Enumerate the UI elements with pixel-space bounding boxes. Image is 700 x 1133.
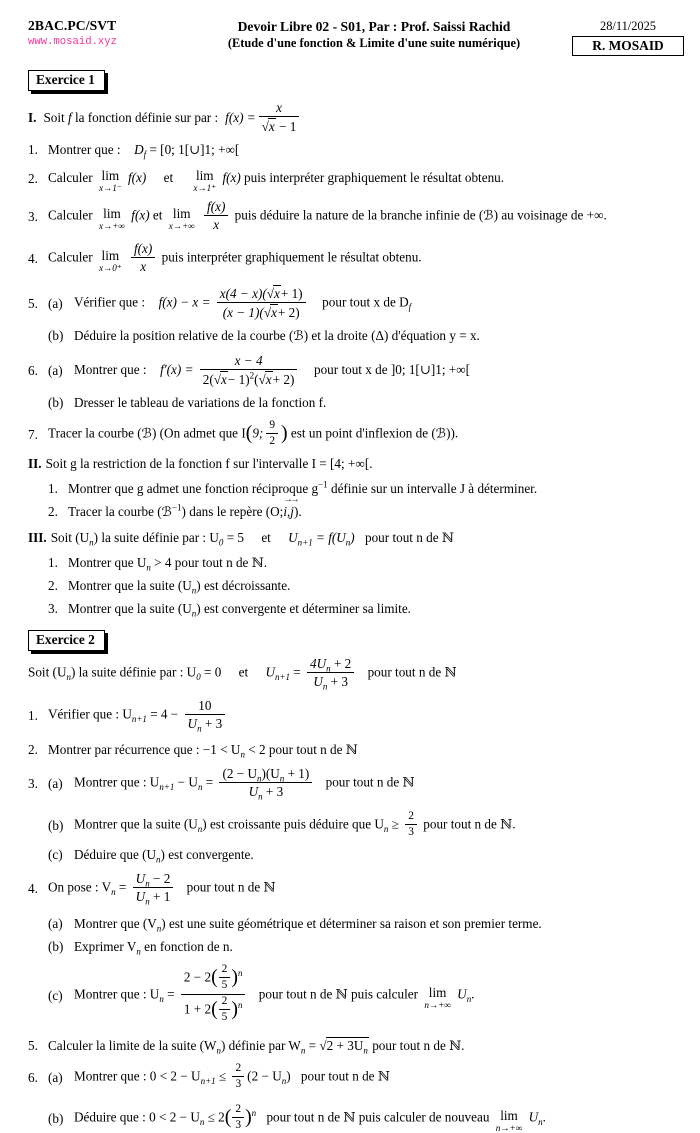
header-left bbox=[28, 18, 176, 50]
left-paren: ( bbox=[245, 422, 253, 445]
item-text: Exprimer $V_n$ en fonction de n. bbox=[74, 939, 233, 957]
part-3-intro bbox=[28, 530, 682, 546]
ratio-fraction: $\frac{f(x)}{x}$ bbox=[131, 241, 155, 274]
item-text: Tracer la courbe (ℬ$^{-1}$) dans le repère (O;i →,j →). bbox=[68, 504, 682, 520]
class-label: 2BAC.PC/SVT bbox=[28, 18, 117, 33]
intro-text: Soit $(U_n)$ la suite définie par : $U_0 = 0$ et $U_{n+1}$ = $\frac{4U_n + 2}{U_n + 3}$ pour tout n de ℕ bbox=[28, 655, 457, 692]
document-header bbox=[0, 0, 700, 56]
item-number: 1. bbox=[48, 555, 58, 570]
un-explicit-fraction bbox=[181, 964, 246, 1025]
fraction-numerator: $(2 - U_n)(U_n + 1)$ bbox=[219, 766, 312, 783]
part-1-item-6a bbox=[28, 354, 682, 388]
fx-fraction bbox=[259, 100, 300, 134]
part-1-item-4 bbox=[28, 242, 682, 275]
limit-operator: lim x→1⁻ bbox=[98, 168, 122, 194]
subitem-label: (c) bbox=[48, 847, 63, 862]
part-2-intro-text: Soit g la restriction de la fonction f sur l'intervalle I = [4; +∞[. bbox=[45, 456, 373, 471]
bound-fraction: $\frac{2}{3}$ bbox=[405, 810, 417, 839]
item-number: 6. bbox=[28, 363, 38, 378]
item-text: Calculer lim x→0⁺ $\frac{f(x)}{x}$ puis interpréter graphiquement le résultat obtenu. bbox=[48, 240, 422, 274]
subitem-label: (a) bbox=[48, 775, 63, 791]
item-text: Montrer que $(V_n)$ est une suite géométrique et déterminer sa raison et son premier terme. bbox=[74, 916, 542, 934]
item-number: 2. bbox=[28, 742, 38, 757]
subitem-label: (a) bbox=[48, 295, 63, 311]
item-text: Montrer que la suite $(U_n)$ est convergente et déterminer sa limite. bbox=[68, 601, 411, 619]
item-number: 5. bbox=[28, 1038, 38, 1053]
document-date: 28/11/2025 bbox=[600, 19, 656, 33]
sqrt-icon: √x bbox=[261, 118, 275, 134]
item-number: 1. bbox=[28, 707, 38, 723]
part-1-intro bbox=[28, 101, 682, 135]
limit-operator: lim n→+∞ bbox=[424, 984, 451, 1010]
part-2-intro bbox=[28, 456, 682, 472]
item-number: 6. bbox=[28, 1069, 38, 1085]
part-3-intro-text: Soit $(U_n)$ la suite définie par : $U_0 = 5$ et $U_{n+1} = f(U_n)$ pour tout n de ℕ bbox=[50, 530, 454, 548]
part-1-item-5b bbox=[28, 328, 682, 344]
part-1-item-3 bbox=[28, 200, 682, 233]
document-title: Devoir Libre 02 - S01, Par : Prof. Saissi Rachid bbox=[237, 19, 511, 34]
exercise-2-box-label: Exercice 2 bbox=[28, 630, 105, 651]
subitem-label: (a) bbox=[48, 1069, 63, 1085]
exercise-2-item-2 bbox=[28, 742, 682, 758]
exercise-2-heading bbox=[0, 630, 700, 651]
ratio-fraction: $\frac{f(x)}{x}$ bbox=[204, 199, 228, 232]
derivative-fraction bbox=[200, 353, 298, 387]
exercise-2-item-4a bbox=[28, 916, 682, 932]
item-number: 1. bbox=[28, 142, 38, 157]
item-number: 2. bbox=[48, 578, 58, 593]
item-number: 1. bbox=[48, 481, 58, 496]
item-number: 3. bbox=[28, 775, 38, 791]
item-text: Montrer que la suite $(U_n)$ est décroissante. bbox=[68, 578, 291, 596]
item-text: Montrer que : f′(x) = $\frac{x - 4}{2(√x- 1)^2(√x+ 2)}$ pour tout x de ]0; 1[∪]1; +∞[ bbox=[74, 352, 471, 387]
item-text: Vérifier que : f(x) − x = $\frac{x(4 - x)(√x+ 1)}{(x - 1)(√x+ 2)}$ pour tout x de $D_f$ bbox=[74, 285, 412, 320]
item-text: Montrer que : $D_f = [0$; 1[∪]1; +∞[ bbox=[48, 142, 240, 160]
item-text: Montrer que : $0 < 2 - U_{n+1}$ ≤ $\frac{2}{3}$ $(2 - U_n)$ pour tout n de ℕ bbox=[74, 1061, 390, 1090]
ratio-fraction: $\frac{2}{3}$ bbox=[232, 1062, 244, 1091]
item-number: 7. bbox=[28, 426, 38, 442]
item-text: Montrer par récurrence que : $-1 < U_n < 2$ pour tout n de ℕ bbox=[48, 742, 358, 760]
vn-fraction bbox=[133, 870, 174, 907]
part-1-item-2 bbox=[28, 167, 682, 194]
item-text: Déduire que : $0 < 2 - U_n \le 2$( $\frac{2}{3}$ )$^n$ pour tout n de ℕ puis calculer de nouveau lim n→+∞ $U_n$. bbox=[74, 1102, 546, 1133]
sqrt-icon: √x bbox=[266, 285, 280, 301]
item-text: On pose : $V_n$ = $\frac{U_n - 2}{U_n + 1}$ pour tout n de ℕ bbox=[48, 870, 276, 907]
exercise-2-item-5 bbox=[28, 1037, 682, 1054]
limit-operator: lim x→+∞ bbox=[168, 205, 195, 231]
sqrt-icon: √x bbox=[258, 371, 272, 387]
item-text: Tracer la courbe (ℬ) (On admet que I(9; $\frac{9}{2}$ ) est un point d'inflexion de (ℬ)). bbox=[48, 418, 459, 447]
verify-fraction: $\frac{10}{U_n + 3}$ bbox=[185, 698, 226, 731]
item-text: Montrer que la suite $(U_n)$ est croissante puis déduire que $U_n$ ≥ $\frac{2}{3}$ pour tout n de ℕ. bbox=[74, 809, 516, 838]
item-text: Montrer que g admet une fonction réciproque $g^{-1}$ définie sur un intervalle J à déterminer. bbox=[68, 479, 538, 496]
part-1-roman: I. bbox=[28, 110, 37, 125]
exercise-1-content bbox=[0, 101, 700, 617]
document-subtitle: (Etude d'une fonction & Limite d'une suite numérique) bbox=[227, 36, 521, 50]
subitem-label: (b) bbox=[48, 395, 64, 410]
part-1-item-6b bbox=[28, 395, 682, 411]
exercise-2-item-1 bbox=[28, 699, 682, 732]
subitem-label: (b) bbox=[48, 1110, 64, 1126]
part-3-item-1 bbox=[28, 555, 682, 571]
item-number: 3. bbox=[28, 208, 38, 224]
fx-numerator: x bbox=[259, 100, 300, 117]
difference-fraction bbox=[219, 765, 312, 802]
fraction-numerator: x − 4 bbox=[200, 353, 298, 370]
part-2-item-2 bbox=[28, 504, 682, 520]
item-number: 2. bbox=[48, 504, 58, 519]
sqrt-icon: $√2 + 3U_n$ bbox=[319, 1038, 368, 1056]
exercise-2-item-6b bbox=[28, 1104, 682, 1133]
part-1-intro-rest: la fonction définie sur par : bbox=[74, 110, 219, 125]
subitem-label: (b) bbox=[48, 939, 64, 954]
item-text: Calculer lim x→+∞ f(x) et lim x→+∞ $\frac{f(x)}{x}$ puis déduire la nature de la branche infinie de (ℬ) au voisinage de +∞. bbox=[48, 198, 607, 232]
exercise-2-item-4c bbox=[28, 962, 682, 1026]
limit-operator: lim x→0⁺ bbox=[98, 247, 122, 273]
exercise-2-intro bbox=[28, 657, 682, 690]
item-number: 4. bbox=[28, 250, 38, 266]
author-badge: R. MOSAID bbox=[572, 36, 684, 56]
item-text: Montrer que $U_n > 4$ pour tout n de ℕ. bbox=[68, 555, 268, 573]
fraction-denominator: 1 + 2( $\frac{2}{5}$ )$^n$ bbox=[183, 994, 243, 1023]
part-1-item-5a bbox=[28, 286, 682, 321]
fraction-denominator: (x − 1)(√x+ 2) bbox=[222, 304, 300, 320]
part-3-item-3 bbox=[28, 601, 682, 617]
item-text: Montrer que : $U_{n+1} - U_n$ = $\frac{(2 - U_n)(U_n + 1)}{U_n + 3}$ pour tout n de ℕ bbox=[74, 765, 415, 802]
item-text: Calculer la limite de la suite $(W_n)$ définie par $W_n = √2 + 3U_n$ pour tout n de ℕ. bbox=[48, 1038, 465, 1056]
limit-operator: lim n→+∞ bbox=[495, 1107, 523, 1133]
website-url[interactable]: www.mosaid.xyz bbox=[28, 36, 118, 48]
item-text: Montrer que : $U_n$ = 2 − 2( $\frac{2}{5}$ )$^n$ 1 + 2( $\frac{2}{5}$ )$^n$ pour tout n de ℕ puis calculer lim n→+∞ $U_n$. bbox=[74, 965, 682, 1026]
fraction-denominator: $U_n + 3$ bbox=[187, 715, 223, 734]
item-text: Calculer lim x→1⁻ f(x) et lim x→1⁺ f(x) puis interpréter graphiquement le résultat obtenu. bbox=[48, 168, 505, 194]
item-number: 3. bbox=[48, 601, 58, 616]
limit-operator: lim x→+∞ bbox=[98, 205, 125, 231]
sqrt-icon: √x bbox=[213, 371, 227, 387]
vector-i-icon: i → bbox=[283, 504, 287, 520]
exercise-2-item-4 bbox=[28, 872, 682, 905]
exercise-1-heading bbox=[0, 70, 700, 91]
right-paren: ) bbox=[281, 422, 288, 445]
subitem-label: (a) bbox=[48, 363, 63, 378]
part-1-item-1 bbox=[28, 142, 682, 158]
exercise-2-item-6a bbox=[28, 1063, 682, 1092]
item-number: 4. bbox=[28, 880, 38, 896]
exercise-2-item-3c bbox=[28, 847, 682, 863]
item-text: Déduire que $(U_n)$ est convergente. bbox=[74, 847, 254, 865]
exercise-1-box-label: Exercice 1 bbox=[28, 70, 105, 91]
header-right bbox=[572, 18, 684, 56]
sqrt-icon: √x bbox=[263, 304, 277, 320]
fraction-denominator: $2(√x- 1)^2(√x+ 2)$ bbox=[202, 370, 295, 387]
subitem-label: (a) bbox=[48, 916, 63, 931]
point-fraction: $\frac{9}{2}$ bbox=[266, 419, 278, 448]
exercise-2-item-4b bbox=[28, 939, 682, 955]
domain-value: = [0; 1[∪]1; +∞[ bbox=[149, 142, 240, 157]
difference-fraction bbox=[217, 285, 306, 320]
item-text: Vérifier que : $U_{n+1} = 4$ − $\frac{10}{U_n + 3}$ bbox=[48, 699, 682, 732]
exercise-2-content bbox=[0, 657, 700, 1133]
fraction-numerator: $U_n - 2$ bbox=[133, 871, 174, 888]
subitem-label: (c) bbox=[48, 987, 63, 1003]
fraction-denominator: $U_n + 3$ bbox=[313, 673, 348, 692]
fx-denominator: √x − 1 bbox=[261, 118, 297, 134]
vector-j-icon: j → bbox=[290, 504, 294, 520]
fraction-denominator: $U_n + 1$ bbox=[135, 888, 171, 907]
limit-operator: lim x→1⁺ bbox=[193, 168, 217, 194]
part-2-roman: II. bbox=[28, 456, 42, 471]
domain-symbol: D bbox=[134, 142, 144, 157]
part-3-roman: III. bbox=[28, 530, 47, 545]
part-3-item-2 bbox=[28, 578, 682, 594]
item-text: Dresser le tableau de variations de la fonction f. bbox=[74, 395, 327, 410]
fraction-numerator: x(4 − x)(√x+ 1) bbox=[217, 285, 306, 303]
subitem-label: (b) bbox=[48, 817, 64, 833]
part-1-intro-text: Soit bbox=[43, 110, 65, 125]
item-number: 5. bbox=[28, 295, 38, 311]
header-center bbox=[176, 18, 572, 52]
exercise-2-item-3b bbox=[28, 811, 682, 840]
recurrence-fraction bbox=[307, 655, 354, 692]
subitem-label: (b) bbox=[48, 328, 64, 343]
fraction-numerator: 2 − 2( $\frac{2}{5}$ )$^n$ bbox=[181, 964, 246, 995]
fraction-denominator: $U_n + 3$ bbox=[248, 783, 284, 802]
fx-label: f(x) = bbox=[225, 110, 256, 125]
item-number: 2. bbox=[28, 171, 38, 186]
part-1-item-7 bbox=[28, 420, 682, 449]
exercise-2-item-3a bbox=[28, 767, 682, 800]
function-symbol-f: f bbox=[68, 110, 72, 125]
part-2-item-1 bbox=[28, 481, 682, 497]
item-text: Déduire la position relative de la courbe (ℬ) et la droite (Δ) d'équation y = x. bbox=[74, 328, 480, 343]
fraction-numerator: $4U_n + 2$ bbox=[307, 656, 354, 673]
